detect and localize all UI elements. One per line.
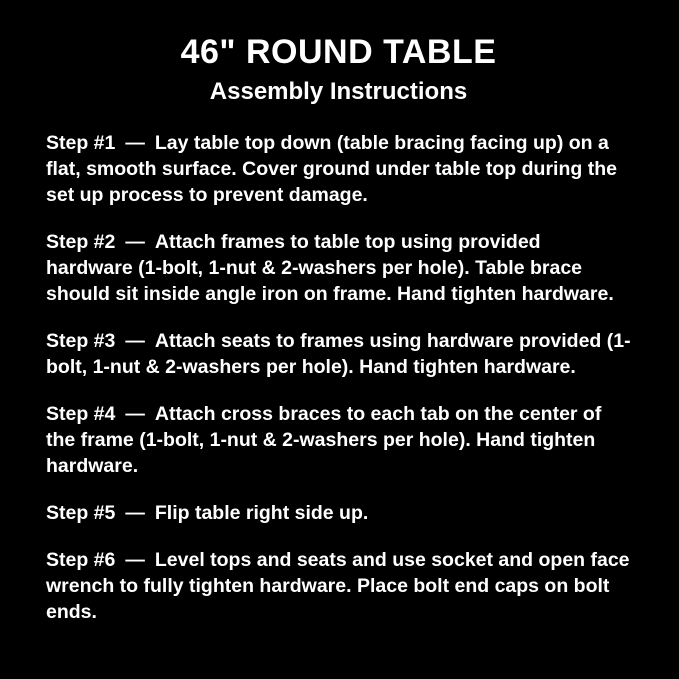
step-text: Attach seats to frames using hardware provided (1-bolt, 1-nut & 2-washers per hole). Hand tighten hardware. <box>46 329 631 378</box>
page-title: 46" ROUND TABLE <box>180 33 497 71</box>
step-label: Step #3 <box>46 329 116 352</box>
step-paragraph <box>46 130 631 208</box>
step-separator: — <box>125 230 145 253</box>
step-paragraph <box>46 547 631 625</box>
step-separator: — <box>125 329 145 352</box>
step-label: Step #5 <box>46 501 116 524</box>
step-separator: — <box>125 131 145 154</box>
step-separator: — <box>125 548 145 571</box>
step-label: Step #6 <box>46 548 116 571</box>
step-label: Step #4 <box>46 402 116 425</box>
page-subtitle: Assembly Instructions <box>209 78 468 106</box>
step-paragraph <box>46 401 631 479</box>
step-label: Step #1 <box>46 131 116 154</box>
step-paragraph <box>46 328 631 380</box>
step-separator: — <box>125 402 145 425</box>
step-separator: — <box>125 501 145 524</box>
step-text: Level tops and seats and use socket and open face wrench to fully tighten hardware. Place bolt end caps on bolt ends. <box>46 548 630 623</box>
step-paragraph <box>46 229 631 307</box>
step-text: Attach cross braces to each tab on the center of the frame (1-bolt, 1-nut & 2-washers per hole). Hand tighten hardware. <box>46 402 602 477</box>
step-paragraph <box>46 500 631 526</box>
step-label: Step #2 <box>46 230 116 253</box>
step-text: Attach frames to table top using provided hardware (1-bolt, 1-nut & 2-washers per hole). Table brace should sit inside angle iron on frame. Hand tighten hardware. <box>46 230 614 305</box>
step-text: Flip table right side up. <box>154 501 369 524</box>
step-text: Lay table top down (table bracing facing up) on a flat, smooth surface. Cover ground under table top during the set up process to prevent damage. <box>46 131 617 206</box>
steps-list <box>46 130 631 625</box>
header <box>46 34 631 106</box>
